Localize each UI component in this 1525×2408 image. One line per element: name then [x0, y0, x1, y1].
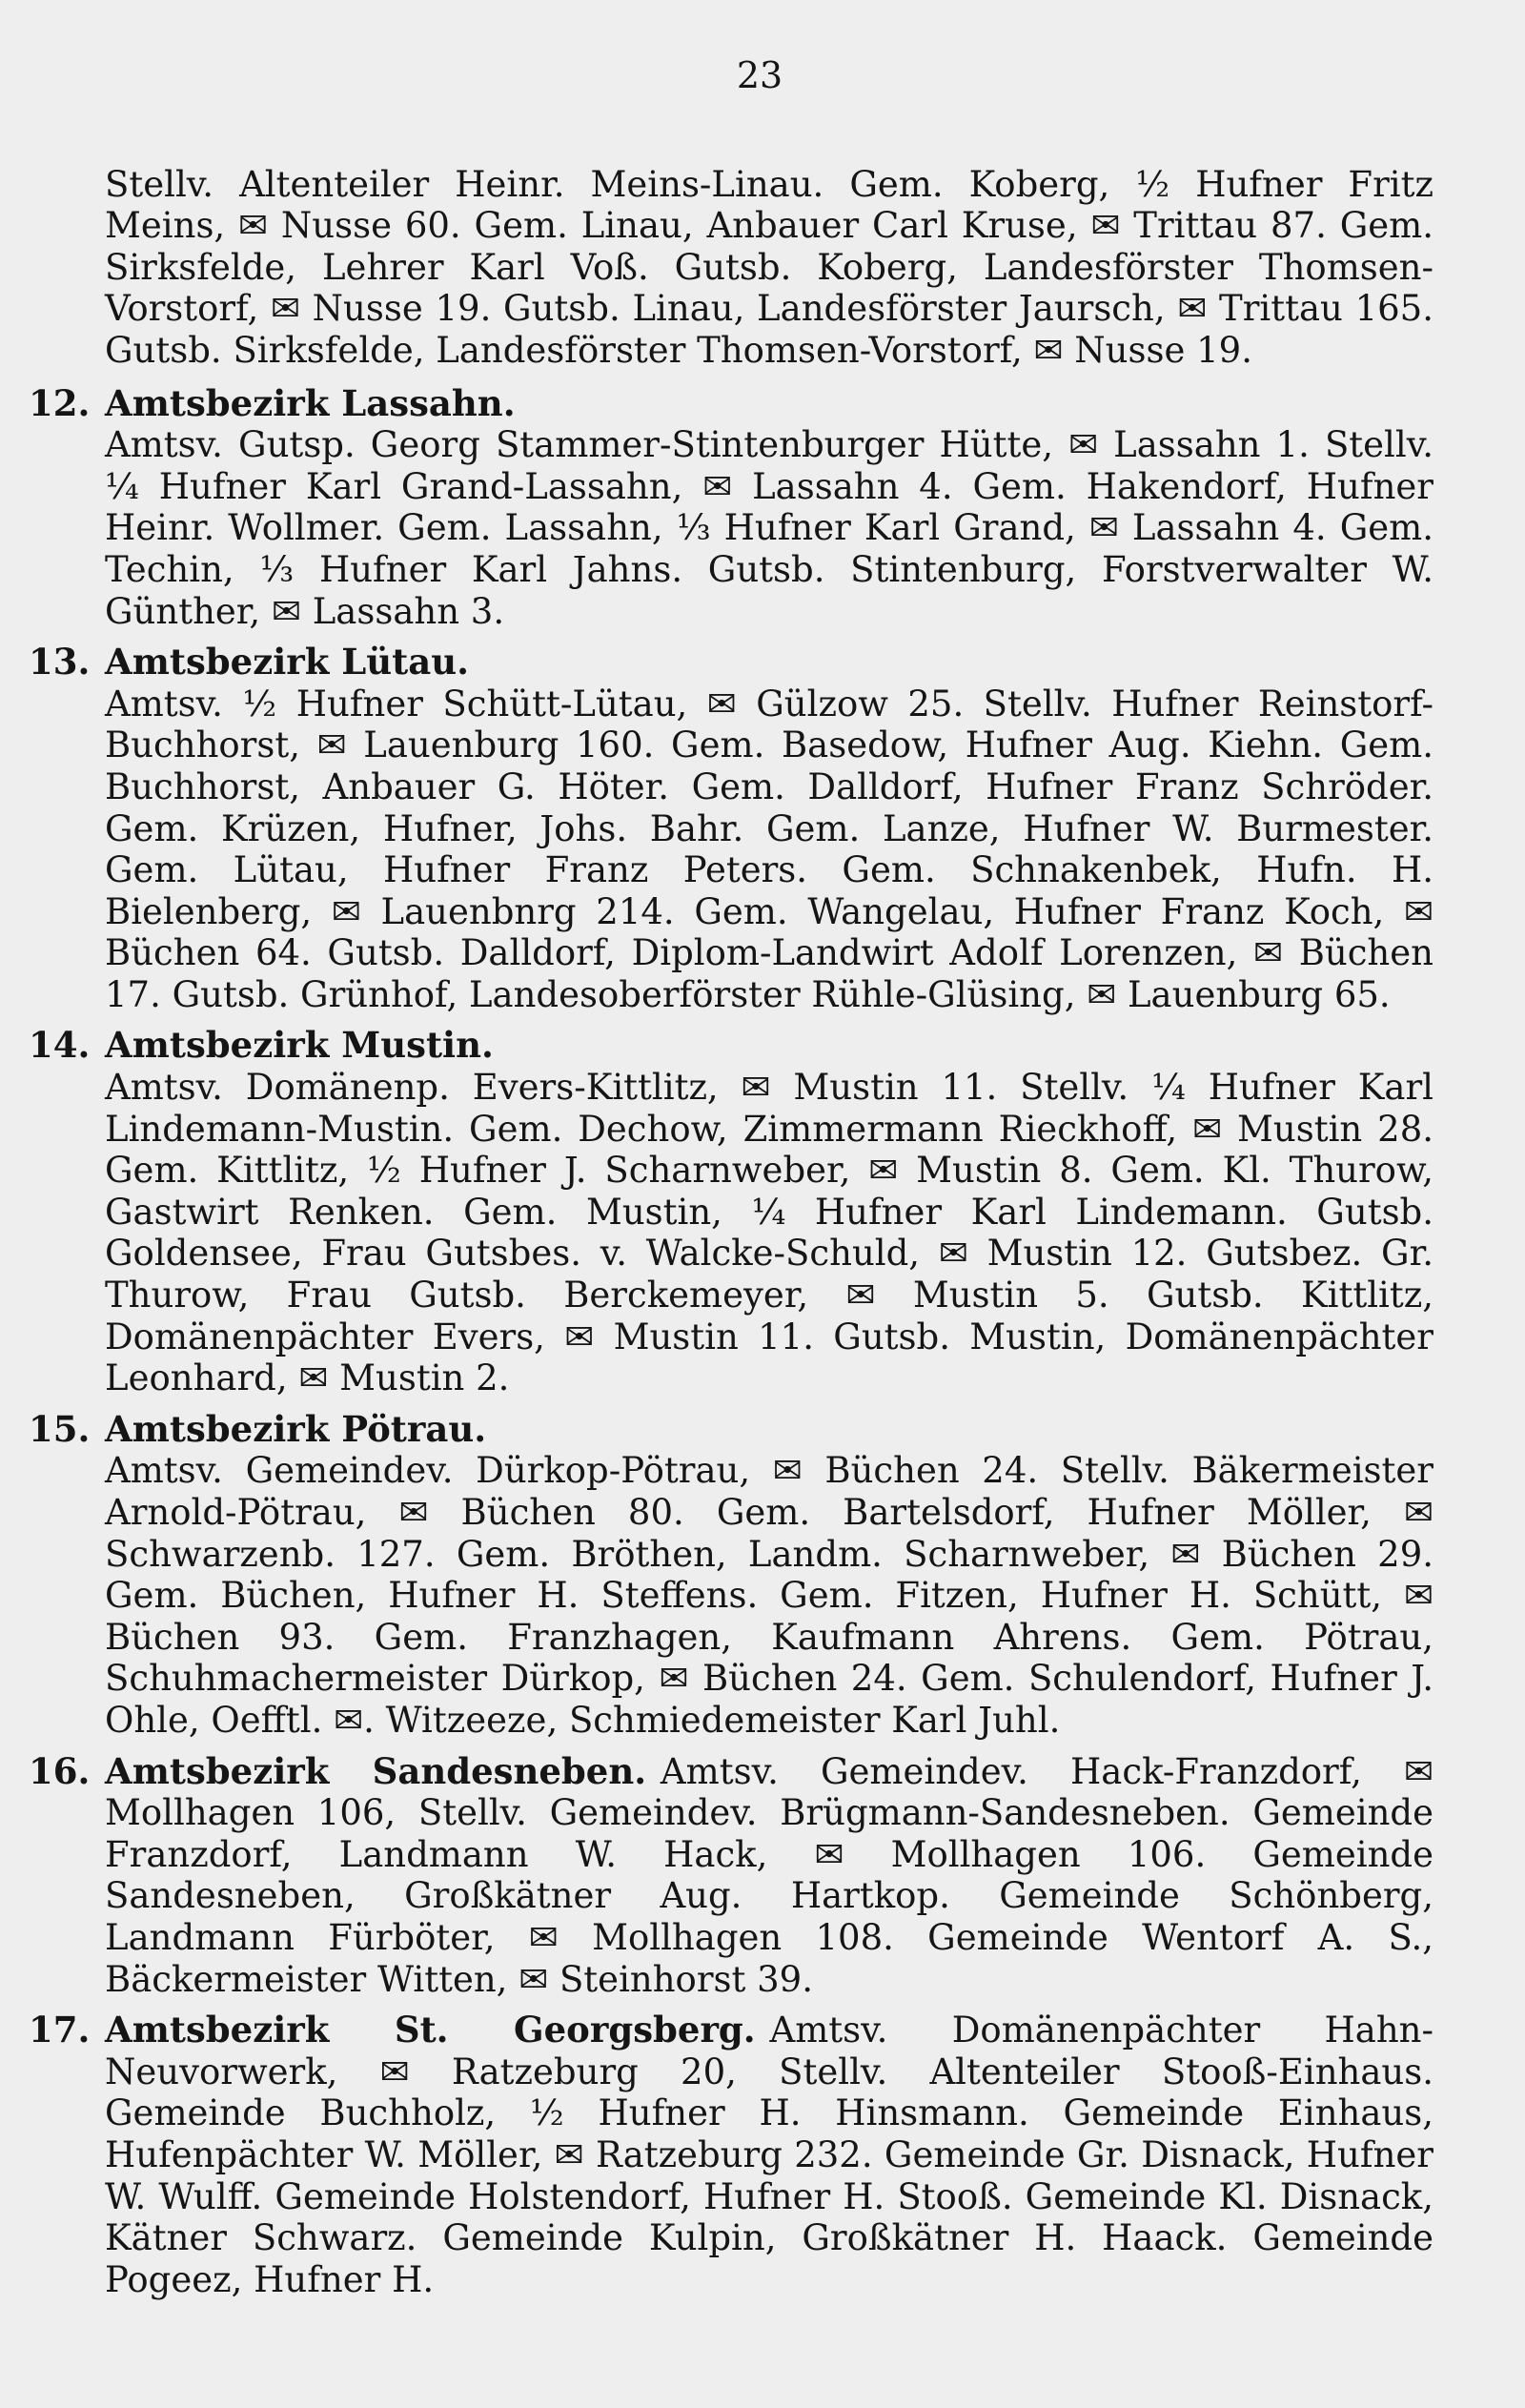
section-poetrau	[29, 1409, 1434, 1742]
section-heading	[29, 1025, 1434, 1067]
section-sandesneben	[29, 1751, 1434, 2001]
section-luetau	[29, 642, 1434, 1015]
section-body: Amtsv. Gemeindev. Dürkop-Pötrau, ✉ Büchen 24. Stellv. Bäkermeister Arnold-Pötrau, ✉ Büchen 80. Gem. Bartelsdorf, Hufner Möller, ✉ Schwarzenb. 127. Gem. Bröthen, Landm. Scharnweber, ✉ Büchen 29. Gem. Büchen, Hufner H. Steffens. Gem. Fitzen, Hufner H. Schütt, ✉ Büchen 93. Gem. Franzhagen, Kaufmann Ahrens. Gem. Pötrau, Schuhmachermeister Dürkop, ✉ Büchen 24. Gem. Schulendorf, Hufner J. Ohle, Oefftl. ✉. Witzeeze, Schmiedemeister Karl Juhl.	[105, 1450, 1434, 1741]
section-title: Amtsbezirk Pötrau.	[105, 1407, 487, 1450]
section-body: Amtsv. Gutsp. Georg Stammer-Stintenburger Hütte, ✉ Lassahn 1. Stellv. ¼ Hufner Karl Grand-Lassahn, ✉ Lassahn 4. Gem. Hakendorf, Hufner Heinr. Wollmer. Gem. Lassahn, ⅓ Hufner Karl Grand, ✉ Lassahn 4. Gem. Techin, ⅓ Hufner Karl Jahns. Gutsb. Stintenburg, Forstverwalter W. Günther, ✉ Lassahn 3.	[105, 424, 1434, 632]
section-st-georgsberg	[29, 2010, 1434, 2300]
section-body: Amtsv. Gemeindev. Hack-Franzdorf, ✉ Mollhagen 106, Stellv. Gemeindev. Brügmann-Sandesneben. Gemeinde Franzdorf, Landmann W. Hack, ✉ Mollhagen 106. Gemeinde Sandesneben, Großkätner Aug. Hartkop. Gemeinde Schönberg, Landmann Fürböter, ✉ Mollhagen 108. Gemeinde Wentorf A. S., Bäckermeister Witten, ✉ Steinhorst 39.	[105, 1750, 1434, 2000]
intro-continuation	[29, 164, 1434, 372]
section-number: 16.	[29, 1749, 91, 1792]
section-title: Amtsbezirk Lütau.	[105, 641, 470, 684]
section-number: 14.	[29, 1024, 91, 1067]
section-number: 12.	[29, 381, 91, 424]
section-body: Amtsv. Domänenp. Evers-Kittlitz, ✉ Mustin 11. Stellv. ¼ Hufner Karl Lindemann-Mustin. Gem. Dechow, Zimmermann Rieckhoff, ✉ Mustin 28. Gem. Kittlitz, ½ Hufner J. Scharnweber, ✉ Mustin 8. Gem. Kl. Thurow, Gastwirt Renken. Gem. Mustin, ¼ Hufner Karl Lindemann. Gutsb. Goldensee, Frau Gutsbes. v. Walcke-Schuld, ✉ Mustin 12. Gutsbez. Gr. Thurow, Frau Gutsb. Berckemeyer, ✉ Mustin 5. Gutsb. Kittlitz, Domänenpächter Evers, ✉ Mustin 11. Gutsb. Mustin, Domänenpächter Leonhard, ✉ Mustin 2.	[105, 1067, 1434, 1399]
page-number: 23	[736, 54, 783, 96]
section-number: 13.	[29, 641, 91, 684]
section-title: Amtsbezirk St. Georgsberg.	[105, 2009, 756, 2051]
section-title: Amtsbezirk Mustin.	[105, 1024, 494, 1067]
section-number: 15.	[29, 1407, 91, 1450]
section-mustin	[29, 1025, 1434, 1398]
intro-paragraph: Stellv. Altenteiler Heinr. Meins-Linau. Gem. Koberg, ½ Hufner Fritz Meins, ✉ Nusse 60. Gem. Linau, Anbauer Carl Kruse, ✉ Trittau 87. Gem. Sirksfelde, Lehrer Karl Voß. Gutsb. Koberg, Landesförster Thomsen-Vorstorf, ✉ Nusse 19. Gutsb. Linau, Landesförster Jaursch, ✉ Trittau 165. Gutsb. Sirksfelde, Landesförster Thomsen-Vorstorf, ✉ Nusse 19.	[105, 163, 1434, 371]
section-heading	[29, 642, 1434, 684]
section-body: Amtsv. ½ Hufner Schütt-Lütau, ✉ Gülzow 25. Stellv. Hufner Reinstorf-Buchhorst, ✉ Lauenburg 160. Gem. Basedow, Hufner Aug. Kiehn. Gem. Buchhorst, Anbauer G. Höter. Gem. Dalldorf, Hufner Franz Schröder. Gem. Krüzen, Hufner, Johs. Bahr. Gem. Lanze, Hufner W. Burmester. Gem. Lütau, Hufner Franz Peters. Gem. Schnakenbek, Hufn. H. Bielenberg, ✉ Lauenbnrg 214. Gem. Wangelau, Hufner Franz Koch, ✉ Büchen 64. Gutsb. Dalldorf, Diplom-Landwirt Adolf Lorenzen, ✉ Büchen 17. Gutsb. Grünhof, Landesoberförster Rühle-Glüsing, ✉ Lauenburg 65.	[105, 683, 1434, 1015]
section-heading	[29, 383, 1434, 425]
section-lassahn	[29, 383, 1434, 633]
section-title: Amtsbezirk Sandesneben.	[105, 1749, 647, 1792]
section-title: Amtsbezirk Lassahn.	[105, 381, 516, 424]
section-content	[105, 1751, 1434, 2001]
section-content	[105, 2010, 1434, 2300]
section-body: Amtsv. Domänenpächter Hahn-Neuvorwerk, ✉ Ratzeburg 20, Stellv. Altenteiler Stooß-Einhaus. Gemeinde Buchholz, ½ Hufner H. Hinsmann. Gemeinde Einhaus, Hufenpächter W. Möller, ✉ Ratzeburg 232. Gemeinde Gr. Disnack, Hufner W. Wulff. Gemeinde Holstendorf, Hufner H. Stooß. Gemeinde Kl. Disnack, Kätner Schwarz. Gemeinde Kulpin, Großkätner H. Haack. Gemeinde Pogeez, Hufner H.	[105, 2010, 1434, 2300]
section-heading	[29, 1409, 1434, 1451]
section-number: 17.	[29, 2009, 91, 2051]
